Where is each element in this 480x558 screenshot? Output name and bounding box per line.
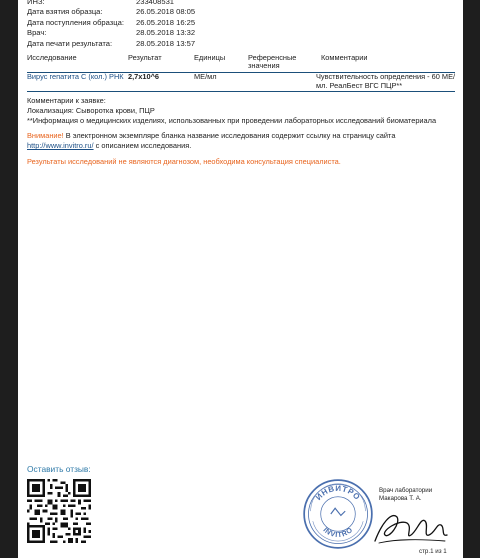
attention-text: В электронном экземпляре бланка название исследования содержит ссылку на страницу сайта — [63, 131, 396, 141]
header-units: Единицы — [194, 53, 226, 62]
report-notes — [27, 96, 457, 167]
lab-doctor-block — [379, 487, 432, 502]
header-comment: Комментарии — [321, 53, 368, 62]
site-link-tail: с описанием исследования. — [93, 141, 192, 151]
invitro-site-link[interactable]: http://www.invitro.ru/ — [27, 141, 94, 151]
localization-note: Локализация: Сыворотка крови, ПЦР — [27, 105, 155, 115]
meta-row — [27, 0, 195, 7]
disclaimer-note: Результаты исследований не являются диагнозом, необходима консультация специалиста. — [27, 156, 341, 166]
meta-value: 233408531 — [136, 0, 175, 6]
meta-value: 28.05.2018 13:57 — [136, 38, 196, 48]
attention-note — [27, 131, 457, 141]
stamp-top-text: ИНВИТРО — [313, 483, 363, 502]
results-table-header — [27, 54, 455, 73]
doctor-title: Врач лаборатории — [379, 487, 433, 494]
feedback-qr-code[interactable] — [27, 479, 91, 543]
meta-label: Врач: — [27, 28, 47, 38]
header-test: Исследование — [27, 53, 77, 62]
result-comment: Чувствительность определения - 60 МЕ/мл. РеалБест ВГС ПЦР** — [316, 72, 456, 90]
feedback-label: Оставить отзыв: — [27, 464, 91, 474]
doctor-signature — [371, 505, 451, 547]
header-result: Результат — [128, 53, 162, 62]
stamp-bottom-text: INVITRO — [321, 524, 355, 540]
meta-label: Дата взятия образца: — [27, 7, 103, 17]
svg-text:INVITRO — [321, 525, 354, 539]
attention-word: Внимание! — [27, 131, 64, 141]
header-reference: Референсные значения — [248, 53, 297, 71]
medical-devices-note: **Информация о медицинских изделиях, использованных при проведении лабораторных исследований биоматериала — [27, 115, 437, 125]
meta-label: Дата поступления образца: — [27, 17, 124, 27]
doctor-name: Макарова Т. А. — [379, 494, 422, 502]
meta-row — [27, 28, 195, 38]
lab-report-page — [18, 0, 463, 558]
site-link-line — [27, 141, 457, 151]
meta-label: ИНЗ: — [27, 0, 45, 6]
meta-value: 26.05.2018 08:05 — [136, 7, 196, 17]
page-number: стр.1 из 1 — [419, 548, 447, 555]
meta-value: 28.05.2018 13:32 — [136, 28, 196, 38]
meta-value: 26.05.2018 16:25 — [136, 17, 196, 27]
test-name-link[interactable]: Вирус гепатита С (кол.) РНК — [27, 72, 124, 81]
result-value: 2,7x10^6 — [128, 72, 160, 81]
meta-row — [27, 18, 195, 28]
meta-row — [27, 39, 195, 49]
meta-row — [27, 7, 195, 17]
request-comments-heading: Комментарии к заявке: — [27, 96, 106, 105]
sample-meta — [27, 0, 195, 49]
result-units: МЕ/мл — [194, 72, 217, 81]
svg-text:ИНВИТРО — [314, 484, 362, 502]
invitro-stamp-icon — [302, 478, 374, 550]
table-row — [27, 73, 455, 92]
meta-label: Дата печати результата: — [27, 38, 113, 48]
